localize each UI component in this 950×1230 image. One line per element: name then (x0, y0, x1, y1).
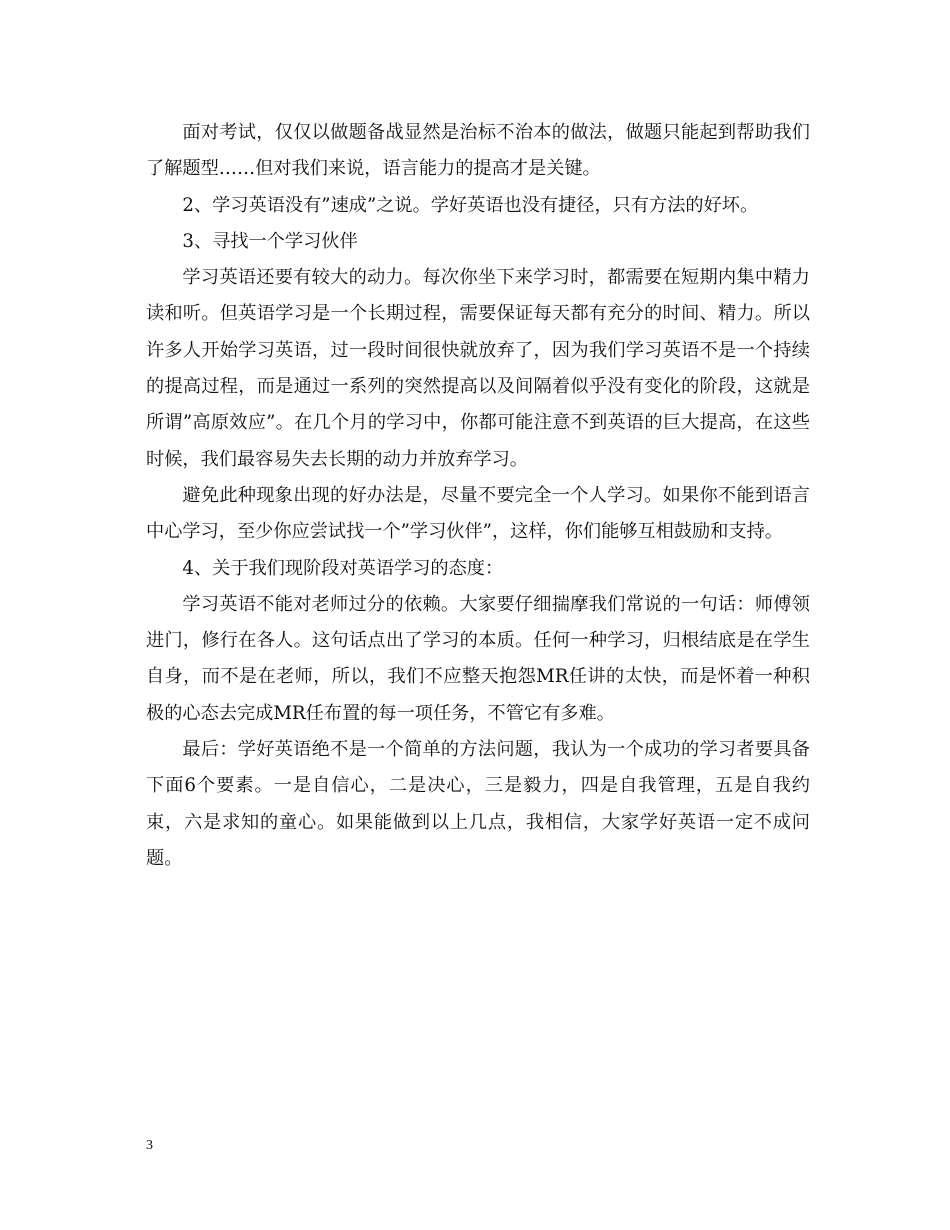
paragraph-heading-attitude: 4、关于我们现阶段对英语学习的态度： (182, 557, 504, 579)
paragraph-no-shortcut: 2、学习英语没有”速成”之说。学好英语也没有捷径，只有方法的好坏。 (182, 194, 759, 216)
paragraph-avoid-studying-alone: 避免此种现象出现的好办法是，尽量不要完全一个人学习。如果你不能到语言中心学习，至少你应尝试找一个”学习伙伴”，这样，你们能够互相鼓励和支持。 (146, 484, 810, 543)
document-body (146, 115, 810, 877)
page-number: 3 (146, 1138, 153, 1153)
paragraph-motivation: 学习英语还要有较大的动力。每次你坐下来学习时，都需要在短期内集中精力读和听。但英语学习是一个长期过程，需要保证每天都有充分的时间、精力。所以许多人开始学习英语，过一段时间很快就放弃了，因为我们学习英语不是一个持续的提高过程，而是通过一系列的突然提高以及间隔着似乎没有变化的阶段，这就是所谓”高原效应”。在几个月的学习中，你都可能注意不到英语的巨大提高，在这些时候，我们最容易失去长期的动力并放弃学习。 (146, 267, 810, 470)
paragraph-teacher-dependence: 学习英语不能对老师过分的依赖。大家要仔细揣摩我们常说的一句话：师傅领进门，修行在各人。这句话点出了学习的本质。任何一种学习，归根结底是在学生自身，而不是在老师，所以，我们不应整天抱怨MR任讲的太快，而是怀着一种积极的心态去完成MR任布置的每一项任务，不管它有多难。 (146, 593, 810, 724)
paragraph-heading-study-partner: 3、寻找一个学习伙伴 (182, 230, 358, 252)
paragraph-exam-advice: 面对考试，仅仅以做题备战显然是治标不治本的做法，做题只能起到帮助我们了解题型……但对我们来说，语言能力的提高才是关键。 (146, 122, 810, 180)
paragraph-conclusion: 最后：学好英语绝不是一个简单的方法问题，我认为一个成功的学习者要具备下面6个要素。一是自信心，二是决心，三是毅力，四是自我管理，五是自我约束，六是求知的童心。如果能做到以上几点，我相信，大家学好英语一定不成问题。 (146, 739, 810, 869)
